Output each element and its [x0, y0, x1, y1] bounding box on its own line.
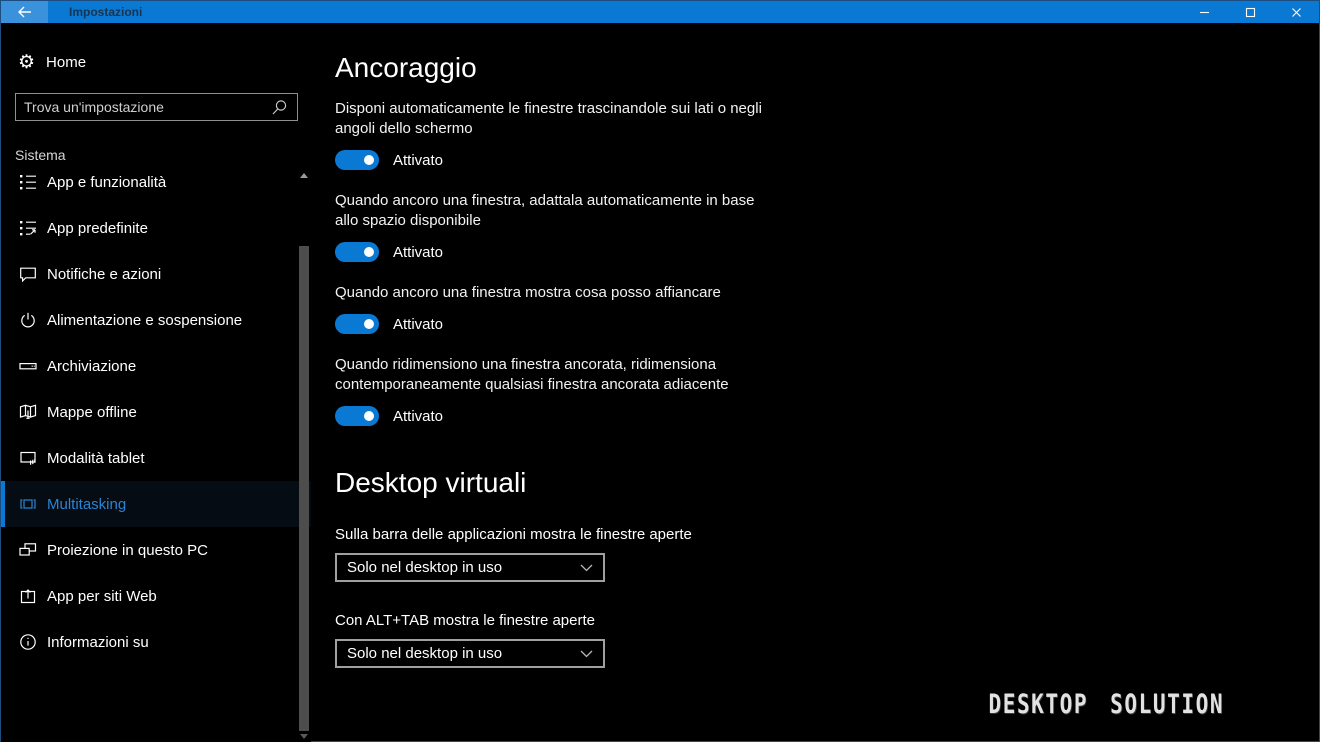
sidebar-item-label: Modalità tablet	[47, 449, 145, 467]
notifications-icon	[18, 264, 38, 284]
setting-description: Quando ancoro una finestra, adattala automaticamente in base allo spazio disponibile	[335, 192, 755, 229]
sidebar-item-multitasking[interactable]	[1, 481, 311, 527]
toggle-state-label: Attivato	[393, 315, 444, 333]
close-button[interactable]	[1273, 1, 1319, 23]
sidebar-item-offline-maps[interactable]	[1, 389, 311, 435]
setting-description: Disponi automaticamente le finestre trascinandole sui lati o negli angoli dello schermo	[335, 100, 762, 137]
sidebar-item-label: App e funzionalità	[47, 173, 167, 191]
sidebar-item-label: Archiviazione	[47, 357, 137, 375]
chevron-down-icon	[580, 564, 593, 572]
search-box	[15, 93, 298, 121]
snap-autosize-toggle[interactable]	[335, 242, 379, 262]
scrollbar-down-icon[interactable]	[300, 734, 308, 739]
sidebar-section-label: Sistema	[15, 147, 66, 163]
sidebar-item-projection[interactable]	[1, 527, 311, 573]
sidebar-item-tablet-mode[interactable]	[1, 435, 311, 481]
info-icon	[18, 632, 38, 652]
sidebar-item-about[interactable]	[1, 619, 311, 665]
multitasking-icon	[18, 494, 38, 514]
scrollbar-up-icon[interactable]	[300, 173, 308, 178]
sidebar-item-label: App per siti Web	[47, 587, 157, 605]
chevron-down-icon	[580, 650, 593, 658]
dropdown-value: Solo nel desktop in uso	[347, 559, 503, 576]
back-arrow-icon	[17, 5, 33, 19]
setting-group	[335, 191, 1319, 262]
sidebar-item-label: App predefinite	[47, 219, 148, 237]
snap-resize-adjacent-toggle[interactable]	[335, 406, 379, 426]
sidebar-item-label: Notifiche e azioni	[47, 265, 162, 283]
sidebar-item-web-apps[interactable]	[1, 573, 311, 619]
sidebar	[1, 23, 311, 742]
minimize-button[interactable]	[1181, 1, 1227, 23]
dropdown-label: Con ALT+TAB mostra le finestre aperte	[335, 612, 595, 629]
search-icon[interactable]	[270, 98, 288, 116]
sidebar-item-home[interactable]	[1, 44, 311, 80]
tablet-mode-icon	[18, 448, 38, 468]
sidebar-item-power[interactable]	[1, 297, 311, 343]
sidebar-item-label: Proiezione in questo PC	[47, 541, 208, 559]
web-apps-icon	[18, 586, 38, 606]
taskbar-windows-dropdown[interactable]	[335, 553, 605, 582]
dropdown-value: Solo nel desktop in uso	[347, 645, 503, 662]
setting-group	[335, 283, 1319, 334]
toggle-state-label: Attivato	[393, 243, 444, 261]
sidebar-item-notifications[interactable]	[1, 251, 311, 297]
storage-icon	[18, 356, 38, 376]
watermark: DESKTOP SOLUTION	[988, 689, 1224, 720]
app-features-icon	[18, 172, 38, 192]
setting-group	[335, 99, 1319, 170]
toggle-knob	[364, 411, 374, 421]
toggle-knob	[364, 319, 374, 329]
snap-assist-toggle[interactable]	[335, 314, 379, 334]
toggle-knob	[364, 247, 374, 257]
toggle-knob	[364, 155, 374, 165]
sidebar-item-label: Multitasking	[47, 495, 127, 513]
search-input[interactable]	[16, 99, 270, 115]
sidebar-scrollbar[interactable]	[299, 171, 309, 742]
back-button[interactable]	[1, 1, 48, 23]
dropdown-label: Sulla barra delle applicazioni mostra le finestre aperte	[335, 526, 692, 543]
toggle-state-label: Attivato	[393, 151, 444, 169]
titlebar	[1, 1, 1319, 23]
scrollbar-thumb[interactable]	[299, 246, 309, 731]
page-title-snap: Ancoraggio	[335, 52, 477, 83]
sidebar-item-storage[interactable]	[1, 343, 311, 389]
toggle-state-label: Attivato	[393, 407, 444, 425]
snap-windows-toggle[interactable]	[335, 150, 379, 170]
gear-icon: ⚙	[18, 51, 36, 73]
main-content	[311, 23, 1319, 742]
offline-maps-icon	[18, 402, 38, 422]
power-icon	[18, 310, 38, 330]
sidebar-item-label: Informazioni su	[47, 633, 149, 651]
sidebar-item-label: Alimentazione e sospensione	[47, 311, 243, 329]
setting-description: Quando ancoro una finestra mostra cosa posso affiancare	[335, 284, 721, 301]
sidebar-item-label: Mappe offline	[47, 403, 137, 421]
page-title-virtual-desktops: Desktop virtuali	[335, 467, 527, 498]
window-title: Impostazioni	[69, 5, 143, 19]
projection-icon	[18, 540, 38, 560]
setting-description: Quando ridimensiono una finestra ancorata, ridimensiona contemporaneamente qualsiasi finestra ancorata adiacente	[335, 356, 729, 393]
sidebar-nav	[1, 159, 311, 665]
window-controls	[1181, 1, 1319, 23]
alt-tab-windows-dropdown[interactable]	[335, 639, 605, 668]
default-apps-icon	[18, 218, 38, 238]
maximize-button[interactable]	[1227, 1, 1273, 23]
home-label: Home	[46, 53, 87, 71]
sidebar-item-app-features[interactable]	[1, 159, 311, 205]
setting-group	[335, 355, 1319, 426]
sidebar-item-default-apps[interactable]	[1, 205, 311, 251]
